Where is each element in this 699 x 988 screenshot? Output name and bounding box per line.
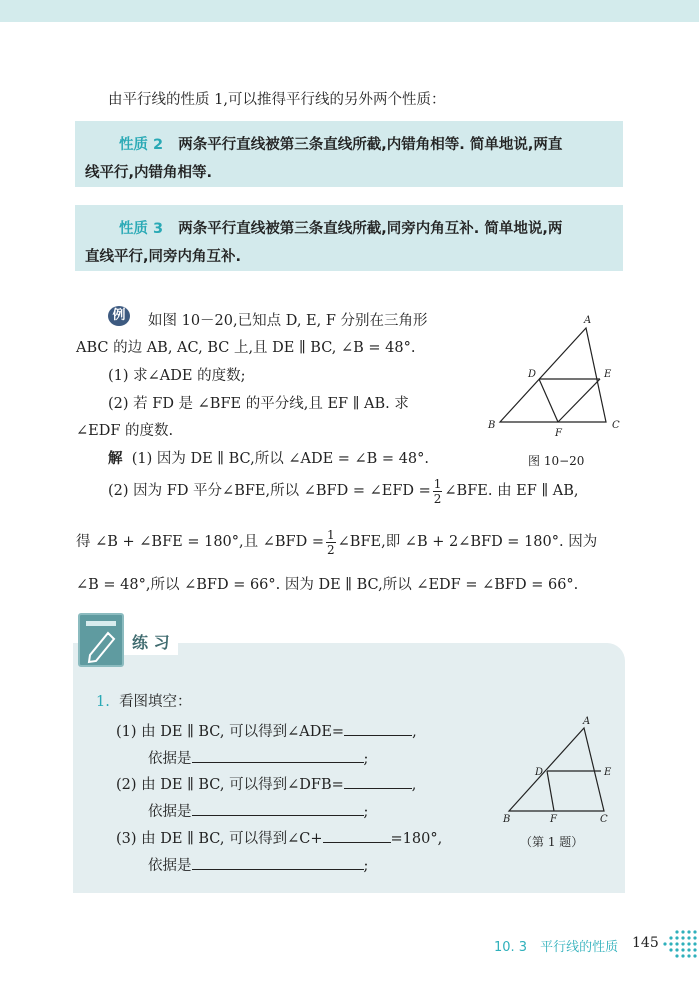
example-badge: 例: [108, 306, 130, 326]
label-d: D: [528, 369, 537, 380]
item-3: (3) 由 DE ∥ BC, 可以得到∠C+ =180°,: [116, 827, 442, 848]
property-2-line1: 两条平行直线被第三条直线所截,内错角相等. 简单地说,两直: [178, 137, 563, 153]
solution-3a: 得 ∠B + ∠BFE = 180°,且 ∠BFD =: [76, 534, 324, 550]
question-number: 1.: [96, 694, 110, 710]
solution-1: (1) 因为 DE ∥ BC,所以 ∠ADE = ∠B = 48°.: [131, 451, 430, 467]
label-a: A: [584, 315, 592, 326]
exercise-title: 练 习: [124, 628, 178, 655]
example-line1: 如图 10－20,已知点 D, E, F 分别在三角形: [148, 313, 428, 329]
label-c: C: [600, 814, 608, 825]
label-c: C: [612, 420, 620, 431]
label-f: F: [550, 814, 557, 825]
label-e: E: [604, 767, 612, 778]
answer-blank-1a[interactable]: [344, 721, 412, 736]
solution-3: [76, 527, 597, 557]
answer-blank-1b[interactable]: [192, 748, 364, 763]
label-b: B: [503, 814, 511, 825]
item-1: (1) 由 DE ∥ BC, 可以得到∠ADE= ,: [116, 720, 417, 741]
solution-2: [108, 476, 578, 506]
fraction-half: $\frac{1}{2}$: [433, 476, 442, 506]
label-d: D: [535, 767, 544, 778]
dot-grid-icon: [662, 928, 699, 960]
figure-caption: 图 10−20: [528, 454, 585, 468]
page-number: 145: [632, 935, 659, 951]
exercise-figure: [500, 712, 620, 827]
item-2: (2) 由 DE ∥ BC, 可以得到∠DFB= ,: [116, 773, 416, 794]
fraction-half: $\frac{1}{2}$: [327, 527, 335, 557]
item-2-basis: 依据是 ;: [148, 800, 368, 821]
label-f: F: [555, 428, 562, 439]
example-line3: (1) 求∠ADE 的度数;: [108, 368, 246, 384]
pencil-icon: [78, 613, 124, 667]
answer-blank-2a[interactable]: [344, 774, 412, 789]
triangle-abc: [500, 328, 606, 422]
property-3-line2: 直线平行,同旁内角互补.: [85, 249, 242, 265]
property-2-line2: 线平行,内错角相等.: [85, 165, 213, 181]
question-text: 看图填空：: [119, 694, 192, 710]
solution-3b: ∠BFE,即 ∠B + 2∠BFD = 180°. 因为: [337, 534, 598, 550]
footer-section: 10. 3 平行线的性质: [494, 940, 619, 955]
intro-text: 由平行线的性质 1,可以推得平行线的另外两个性质：: [108, 92, 446, 108]
label-b: B: [488, 420, 496, 431]
segment-ef: [558, 379, 600, 422]
property-3-box: [75, 205, 623, 271]
top-band: [0, 0, 699, 22]
answer-blank-3a[interactable]: [323, 828, 391, 843]
segment-df: [539, 379, 558, 422]
property-2-tag: 性质 2: [119, 137, 164, 153]
label-a: A: [583, 716, 591, 727]
segment-df: [547, 771, 554, 811]
figure-10-20: [480, 310, 630, 445]
label-e: E: [604, 369, 612, 380]
solution-2a: (2) 因为 FD 平分∠BFE,所以 ∠BFD = ∠EFD =: [108, 483, 431, 499]
answer-blank-2b[interactable]: [192, 801, 364, 816]
example-line5: ∠EDF 的度数.: [76, 423, 174, 439]
triangle-abc: [509, 728, 604, 811]
solution-2b: ∠BFE. 由 EF ∥ AB,: [444, 483, 579, 499]
property-3-tag: 性质 3: [119, 221, 164, 237]
solution-4: ∠B = 48°,所以 ∠BFD = 66°. 因为 DE ∥ BC,所以 ∠EDF = ∠BFD = 66°.: [76, 577, 579, 593]
exercise-figure-caption: （第 1 题）: [520, 835, 584, 849]
example-line2: ABC 的边 AB, AC, BC 上,且 DE ∥ BC, ∠B = 48°.: [76, 340, 416, 356]
property-2-box: [75, 121, 623, 187]
item-3-basis: 依据是 ;: [148, 854, 368, 875]
property-3-line1: 两条平行直线被第三条直线所截,同旁内角互补. 简单地说,两: [178, 221, 563, 237]
solution-label: 解: [108, 450, 123, 467]
example-line4: (2) 若 FD 是 ∠BFE 的平分线,且 EF ∥ AB. 求: [108, 396, 409, 412]
answer-blank-3b[interactable]: [192, 855, 364, 870]
item-1-basis: 依据是 ;: [148, 747, 368, 768]
